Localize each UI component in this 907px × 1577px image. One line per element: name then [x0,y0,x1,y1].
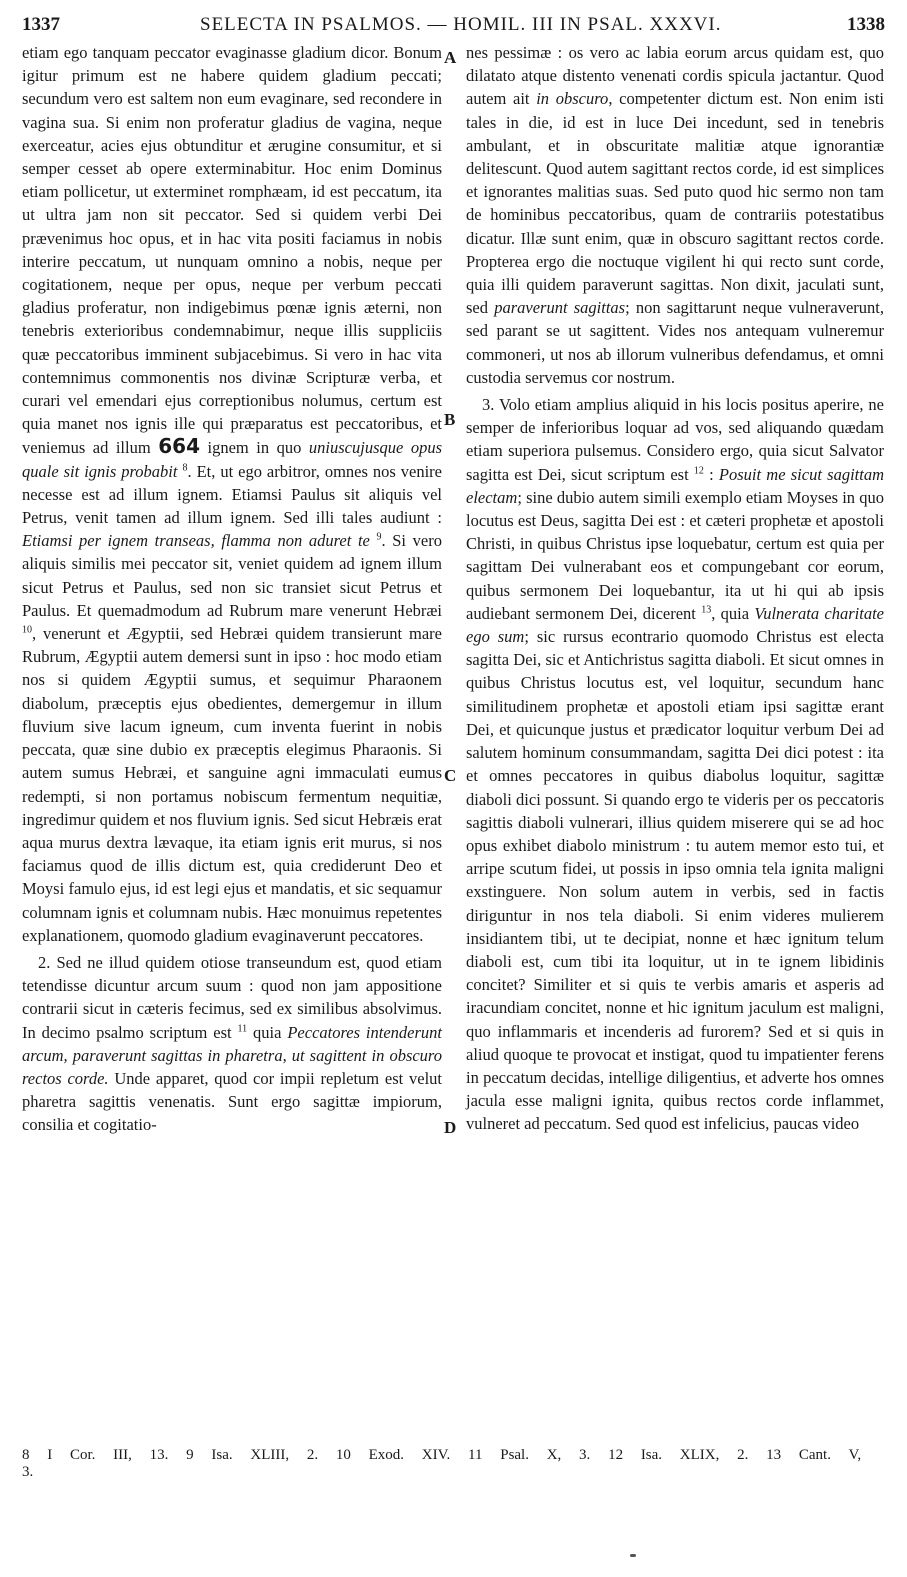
scripture-quote: Etiamsi per ignem transeas, flamma non aduret te [22,531,370,551]
scripture-quote: uniuscujusque opus quale sit ignis probabit [22,438,443,481]
text-run: 2. Sed ne illud quidem otiose transeundum est, quod etiam tetendisse dicuntur arcum suum : quod non jam appositione contrarii sicut in cæteris fecimus, sed ex similibus absolvimus. In decimo psalmo scriptum est [22,952,442,1042]
footnote-ref: 13 [701,604,712,616]
text-run: Unde apparet, quod cor impii repletum est velut pharetra sagittis venenatis. Sunt ergo sagittæ impiorum, consilia et cogitatio- [22,1068,442,1135]
text-run: quia [253,1022,282,1042]
running-title: SELECTA IN PSALMOS. — HOMIL. III IN PSAL. XXXVI. [200,14,722,35]
text-run: nes pessimæ : os vero ac labia eorum arcus quidam est, quo dilatato atque distento venenati cordis spicula jactantur. Quod autem ait [466,43,884,109]
text-run: 3. Volo etiam amplius aliquid in his locis positus aperire, ne semper de inferioribus loquar ad vos, sed aliquando quædam etiam superiora pulsemus. Considero ergo, quia sicut Salvator sagitta est Dei, sicut scriptum est [466,395,884,484]
text-run: , quia [711,603,750,623]
footnote-10: 10 Exod. XIV. [335,1447,451,1463]
text-run: ; sine dubio autem simili exemplo etiam Moyses in quo locutus est Deus, sagitta Dei est : et cæteri prophetæ et apostoli Christi, in quibus Christus ipse loquebatur, certum est quia per sagittam Dei vulnerabant eos et compungebant cor eorum, quibus sermonem Dei loquebantur, ita ut hi qui ab ipsis audiebant sermonem Dei, dicerent [466,487,884,623]
scripture-quote: Peccatores intenderunt arcum, paraverunt sagittas in pharetra, ut sagittent in obscuro rectos corde. [22,1022,442,1088]
footnote-ref: 11 [237,1023,248,1035]
footnote-ref: 10 [22,624,32,636]
print-speck [630,1554,636,1557]
text-run: ; sic rursus econtrario quomodo Christus est electa sagitta Dei, sic et Antichristus sagitta diaboli. Et sicut omnes in quibus Christus locutus est, vel loquitur, secundum hanc similitudinem prophetæ et apostoli etiam ipsi sagittæ erant Dei, et quicunque justus et prædicator loquitur verbum Dei ad salutem hominum consummandam, sagitta Dei dici potest : ita et omnes peccatores in quibus diabolus loquitur, sagittæ diaboli dici possunt. Si quando ergo te videris per os peccatoris sagittis diaboli vulnerari, illius quidem miserere qui se ad hoc opus exhibet diabolo ministrum : tu autem memor esto tui, et arripe scutum fidei, ut possis in ipso omnia tela ignita maligni exstinguere. Non solum autem in verbis, sed in factis diriguntur in nos tela diaboli. Si enim videres mulierem insidiantem tibi, ut te decipiat, nonne et hæc ignitum telum diaboli est, cum tibi ita loquitur, ut in te ignem libidinis concitet? Similiter et si quis te verbis amaris et asperis ad iracundiam concitet, nonne et hic ignitum jaculum est maligni, quo inflammaris et incenderis ad furorem? Sed et si quis in aliud quoque te provocat et instigat, quod tu impatienter ferens in peccatum decidas, intellige diligentius, et adverte hos omnes jacula esse maligni ignita, quibus rectos corde inflammet, vulneret ad peccatum. Sed quod est infelicius, paucas video [466,627,884,1134]
text-run: ignem in quo [207,438,302,458]
footnote-12: 12 Isa. XLIX, 2. [608,1447,749,1463]
footnote-11: 11 Psal. X, 3. [468,1447,591,1463]
scripture-quote: Posuit me sicut sagittam electam [466,464,884,507]
text-run: . Et, ut ego arbitror, omnes nos venire necesse est ad illum ignem. Etiamsi Paulus sit aliquis vel Petrus, venit tamen ad illum ignem. Sed illi tales audiunt : [22,461,442,528]
footnote-ref: 8 [182,462,188,474]
footnote-8: 8 I Cor. III, 13. [22,1447,169,1463]
footnote-13: 13 Cant. V, 3. [22,1447,862,1480]
text-run: , competenter dictum est. Non enim isti tales in die, id est in luce Dei incedunt, sed in tenebris ambulant, et in obscuritate malitiæ atque ignorantiæ delitescunt. Quod autem sagittant rectos corde, id est simplices et ignorantes malitias suas. Sed puto quod hic sermo non tam de hominibus peccatoribus, quam de contrariis potestatibus dicatur. Illæ sunt enim, quæ in obscuro sagittant rectos corde. Propterea ergo die noctuque vigilent hi qui recto sunt corde, quia illi quidem paraverunt sagittas. Non dixit, jaculati sunt, sed [466,89,885,318]
margin-letter-b: B [444,410,456,429]
scripture-quote: Vulnerata charitate ego sum [466,603,885,647]
scripture-quote: paraverunt sagittas [494,298,626,318]
text-run: . Si vero aliquis similis mei peccator sit, veniet quidem ad ignem illum sicut Petrus et Paulus, sed non sic transiet sicut Petrus et Paulus. Et quemadmodum ad Rubrum mare venerunt Hebræi [22,531,442,620]
page-number-right: 1338 [847,14,885,35]
footnote-ref: 12 [693,465,704,477]
footnote-9: 9 Isa. XLIII, 2. [186,1447,319,1463]
column-number: 664 [158,434,200,459]
margin-letter-d: D [444,1118,457,1137]
right-column [466,41,884,1136]
footnotes [22,1447,882,1481]
margin-letter-a: A [444,48,457,67]
text-run: : [709,464,714,484]
left-paragraph-2 [22,951,442,1137]
text-run: etiam ego tanquam peccator evaginasse gladium dicor. Bonum igitur primum est ne habere quidem gladium peccati; secundum vero est saltem non eum evaginare, sed recondere in vagina sua. Si enim non proferatur gladius de vagina, neque exerceatur, acies ejus obtunditur et ærugine consumitur, et si semper cesset ab opere exterminabitur. Hoc enim Dominus etiam pollicetur, ut exterminet romphæam, id est peccatum, ita ut ultra jam non sit peccator. Sed si quidem verbi Dei prævenimus hoc opus, et in hac vita positi faciamus in nobis interire peccatum, ut nunquam omnino a nobis, neque per cogitationem, neque per opus, neque per verbum peccati gladius proferatur, non indigebimus pœnæ ignis æterni, non tenebris exterioribus condemnabimur, neque illis suppliciis quæ peccatoribus imminent subjacebimus. Si vero in hac vita contemnimus commonentis nos divinæ Scripturæ verba, et curari vel emendari ejus correptionibus nolumus, certum est quia manet nos ignis ille qui præparatus est peccatoribus, et veniemus ad illum [22,43,442,458]
text-run: , venerunt et Ægyptii, sed Hebræi quidem transierunt mare Rubrum, Ægyptii autem demersi sunt in ipso : hoc modo etiam nos si quidem Ægyptii sumus, et sequimur Pharaonem diabolum, præceptis ejus obedientes, demergemur in illum fluvium sive lacum igneum, cum inventa fuerint in nobis peccata, quæ sine dubio ex præceptis elegimus Pharaonis. Si autem sumus Hebræi, et sanguine agni immaculati eumus redempti, si non portamus nobiscum fermentum nequitiæ, ingredimur quidem et nos fluvium ignis. Sed sicut Hebræis erat aqua murus dextra lævaque, ita etiam ignis erit murus, si nos faciamus quod de illis dictum est, quia crediderunt Deo et Moysi famulo ejus, id est legi ejus et mandatis, et sic sequamur columnam ignis et columnam nubis. Hæc monuimus repetentes explanationem, quomodo gladium evaginaverunt peccatores. [22,624,442,945]
page-number-left: 1337 [22,14,60,35]
footnote-ref: 9 [376,531,382,543]
right-paragraph-1 [466,41,884,389]
running-header [0,12,907,38]
scripture-quote: in obscuro [536,89,609,109]
left-paragraph-1 [22,41,442,947]
text-run: ; non sagittarunt neque vulneraverunt, sed parant se ut sagittent. Vides nos antequam vulneremur commoneri, ut nos ab illorum vulneribus defendamus, et omni custodia servemus cor nostrum. [466,298,885,387]
margin-letter-c: C [444,766,457,785]
right-paragraph-2 [466,393,884,1136]
left-column [22,41,442,1137]
